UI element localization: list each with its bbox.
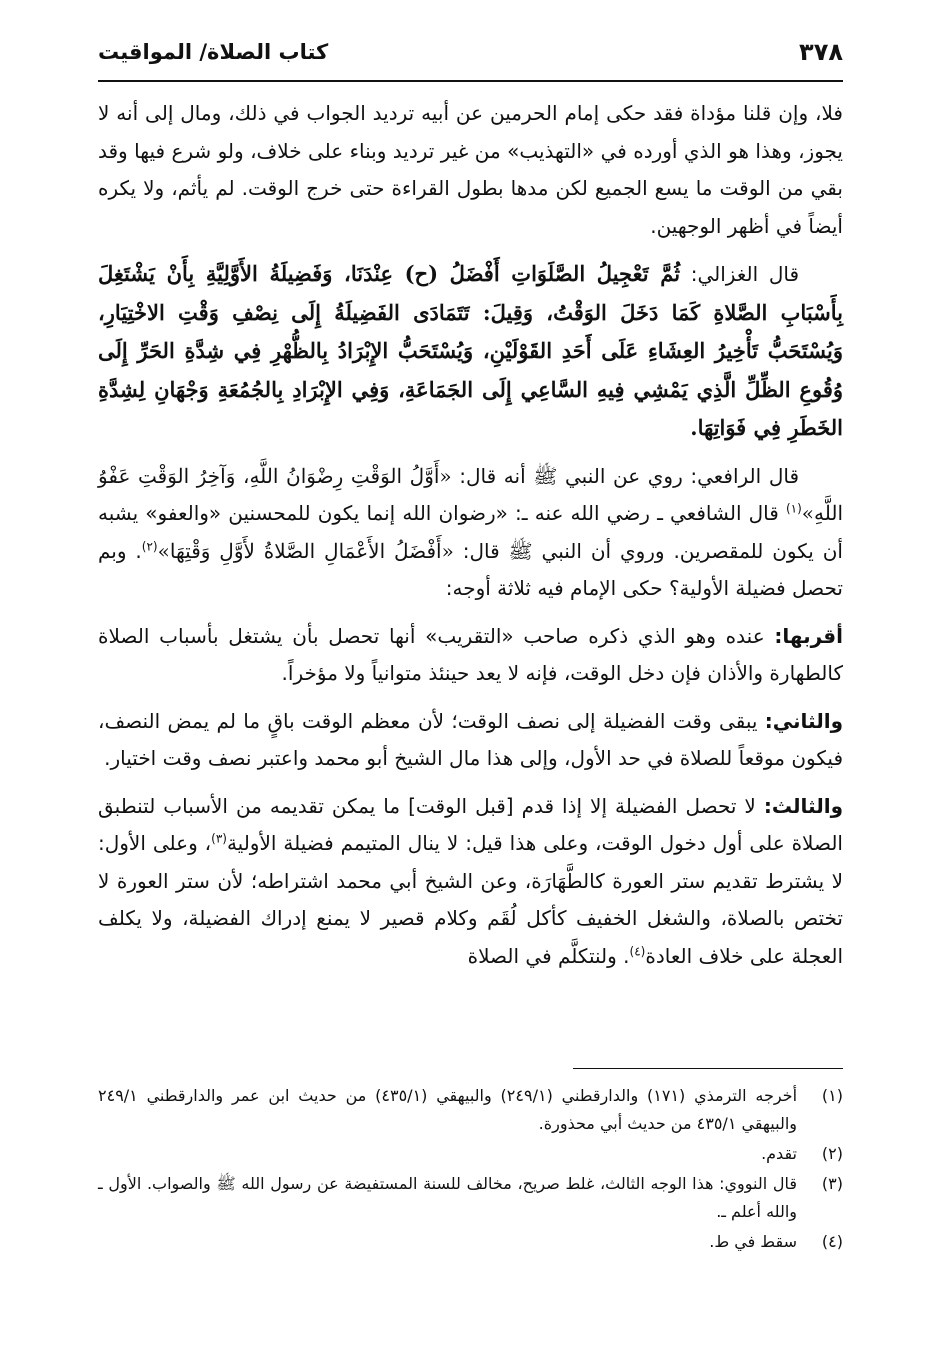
third-view-text-b: ، وعلى الأول: لا يشترط تقديم ستر العورة كالطَّهَارَة، وعن الشيخ أبي محمد اشتراطه؛ لأن ستر العورة لا تختص بالصلاة، والشغل الخفيف كأكل لُقَم وكلام قصير لا يمنع إدراك الفضيلة، ولا يكلف العجلة على خلاف العادة [98,831,843,968]
third-view-text-a: لا تحصل الفضيلة إلا إذا قدم [قبل الوقت] ما يمكن تقديمه من الأسباب لتنطبق الصلاة على أول دخول الوقت، وعلى هذا قيل: لا ينال المتيمم فضيلة الأولية [98,793,843,855]
header-rule [98,80,843,82]
third-view-lead: والثالث: [763,793,843,818]
footnote-text: تقدم. [761,1144,797,1163]
rafii-intro: قال الرافعي: روي عن النبي ﷺ أنه قال: [451,463,800,488]
ghazali-intro: قال الغزالي: [680,262,799,286]
running-title: كتاب الصلاة/ المواقيت [98,40,329,64]
ghazali-matn: ثُمَّ تَعْجِيلُ الصَّلَوَاتِ أَفْضَلُ (ح) عِنْدَنَا، وَفَضِيلَةُ الأَوَّلِيَّةِ بِأَنْ يَشْتَغِلَ بِأَسْبَابِ الصَّلاةِ كَمَا دَخَلَ الوَقْتُ، وَقِيلَ: تَتَمَادَى الفَضِيلَةُ إِلَى نِصْفِ وَقْتِ الاخْتِيَارِ، وَيُسْتَحَبُّ تَأْخِيرُ العِشَاءِ عَلَى أَحَدِ القَوْلَيْنِ، وَيُسْتَحَبُّ الإِبْرَادُ بِالظُّهْرِ فِي شِدَّةِ الحَرِّ إِلَى وُقُوعِ الظِّلِّ الَّذِي يَمْشِي فِيهِ السَّاعِي إِلَى الجَمَاعَةِ، وَفِي الإِبْرَادِ بِالجُمُعَةِ وَجْهَانِ لِشِدَّةِ الخَطَرِ فِي فَوَاتِهَا. [98,261,843,440]
second-view-lead: والثاني: [764,708,843,733]
paragraph-rafii [98,458,843,608]
footnote-1 [98,1082,843,1138]
footnote-separator [573,1068,843,1069]
footnote-ref-3[interactable]: (٣) [211,831,227,846]
second-view-text: يبقى وقت الفضيلة إلى نصف الوقت؛ لأن معظم الوقت باقٍ ما لم يمض النصف، فيكون موقعاً للصلاة في حد الأول، وإلى هذا مال الشيخ أبو محمد واعتبر نصف وقت اختيار. [98,708,843,770]
first-view-lead: أقربها: [774,623,843,648]
first-view-text: عنده وهو الذي ذكره صاحب «التقريب» أنها تحصل بأن يشتغل بأسباب الصلاة كالطهارة والأذان فإن دخل الوقت، فإنه لا يعد حينئذ متوانياً ولا مؤخراً. [98,623,843,685]
page-header [98,38,843,78]
hadith-2: «أَفْضَلُ الأَعْمَالِ الصَّلاةُ لأَوَّلِ وَقْتِهَا» [157,538,454,563]
third-view-text-c: . ولنتكلَّم في الصلاة [467,943,630,968]
paragraph-1: فلا، وإن قلنا مؤداة فقد حكى إمام الحرمين عن أبيه ترديد الجواب في ذلك، ومال إلى أنه لا يجوز، وهذا هو الذي أورده في «التهذيب» من غير ترديد وبناء على خلاف، ولو شرع فيها وقد بقي من الوقت ما يسع الجميع لكن مدها بطول القراءة حتى خرج الوقت. لم يأثم، ولا يكره أيضاً في أظهر الوجهين. [98,101,843,238]
paragraph-ghazali [98,255,843,448]
footnote-number: (٤) [821,1232,843,1251]
page-number: ٣٧٨ [799,38,843,66]
footnote-text: أخرجه الترمذي (١٧١) والدارقطني (٢٤٩/١) والبيهقي (٤٣٥/١) من حديث ابن عمر والدارقطني ٢٤٩/١ والبيهقي ٤٣٥/١ من حديث أبي محذورة. [98,1086,798,1133]
main-text [98,95,843,985]
paragraph-first-view [98,618,843,693]
footnote-text: سقط في ط. [709,1232,797,1251]
footnote-number: (٢) [821,1144,843,1163]
footnote-3 [98,1170,843,1226]
footnote-2 [98,1140,843,1168]
paragraph-third-view [98,788,843,976]
footnote-text: قال النووي: هذا الوجه الثالث، غلط صريح، مخالف للسنة المستفيضة عن رسول الله ﷺ والصواب. الأول ـ والله أعلم ـ. [98,1174,797,1221]
footnote-4 [98,1228,843,1256]
footnote-ref-1[interactable]: (١) [785,501,802,516]
hadith-1: «أَوَّلُ الوَقْتِ رِضْوَانُ اللَّهِ، وَآخِرُ الوَقْتِ عَفْوُ اللَّهِ» [98,463,843,525]
footnote-ref-2[interactable]: (٢) [141,538,158,553]
footnote-ref-4[interactable]: (٤) [629,943,646,958]
footnote-number: (٣) [821,1174,843,1193]
rafii-middle: قال الشافعي ـ رضي الله عنه ـ: «رضوان الله إنما يكون للمحسنين «والعفو» يشبه أن يكون للمقصرين. وروي أن النبي ﷺ قال: [98,501,843,563]
rafii-end: . وبم تحصل فضيلة الأولية؟ حكى الإمام فيه ثلاثة أوجه: [98,538,843,600]
paragraph-second-view [98,703,843,778]
footnote-number: (١) [821,1086,843,1105]
footnotes [98,1082,843,1258]
